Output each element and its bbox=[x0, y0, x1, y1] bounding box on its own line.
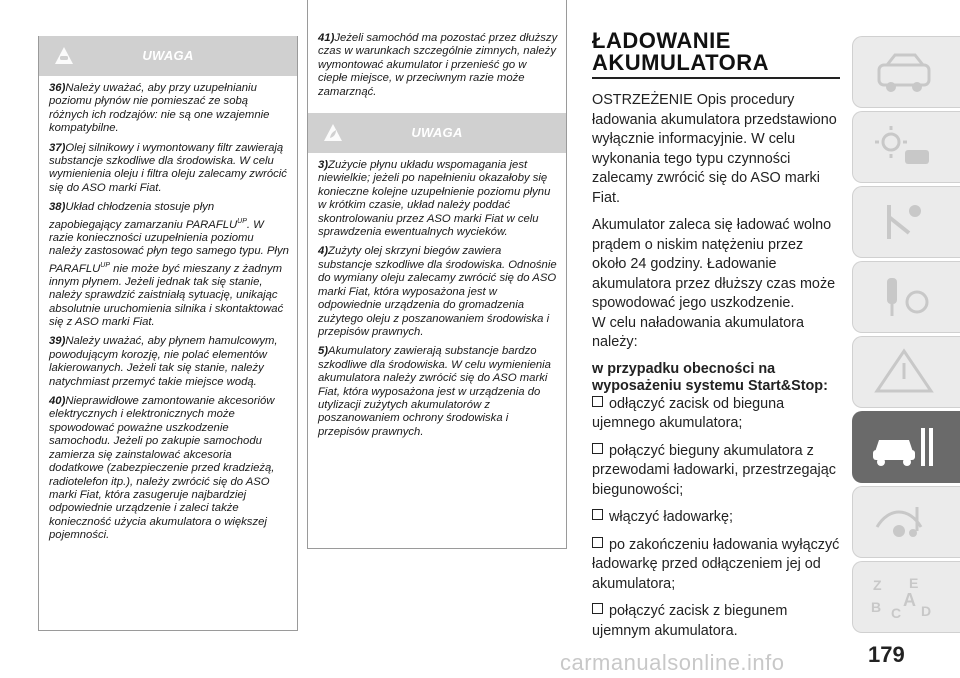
battery-charging-section bbox=[592, 30, 840, 649]
step-3: włączyć ładowarkę; bbox=[592, 508, 840, 528]
checkbox-icon bbox=[592, 603, 603, 614]
car-key-icon bbox=[869, 272, 939, 322]
tab-maintenance[interactable] bbox=[852, 411, 960, 483]
note-3: 3)Zużycie płynu układu wspomagania jest niewielkie; jeżeli po napełnieniu okazałoby się konieczne kolejne uzupełnienie poziomu płynu w krótkim czasie, układ należy poddać skontrolowaniu przez ASO marki Fiat w celu sprawdzenia ewentualnych wycieków. bbox=[318, 159, 551, 239]
note-40: 40)Nieprawidłowe zamontowanie akcesoriów elektrycznych i elektronicznych może spowodować poważne uszkodzenie samochodu. Jeżeli po zakupie samochodu zamierza się zainstalować akcesoria dodatkowe (zabezpieczenie przed kradzieżą, radiotelefon itp.), należy zwrócić się do ASO marki Fiat, która zasugeruje najbardziej odpowiednie urządzenie i zaleci także konieczność użycia akumulatora o większej pojemności. bbox=[49, 395, 275, 542]
svg-text:C: C bbox=[891, 605, 902, 621]
note-39: 39)Należy uważać, aby płynem hamulcowym, powodującym korozję, nie polać elementów lakierowanych. Jeżeli tak się stanie, należy natychmiast przemyć takie miejsce wodą. bbox=[49, 335, 278, 388]
chapter-tabs bbox=[852, 36, 960, 636]
watermark: carmanualsonline.info bbox=[560, 650, 785, 675]
section-heading: ŁADOWANIE AKUMULATORA bbox=[592, 28, 769, 75]
car-service-icon bbox=[869, 422, 939, 472]
index-letters-icon bbox=[869, 572, 939, 622]
svg-text:A: A bbox=[903, 590, 916, 610]
note-41-text bbox=[308, 0, 566, 99]
car-dashboard-icon bbox=[869, 47, 939, 97]
subheading-start-stop: w przypadku obecności na wyposażeniu systemu Start&Stop: bbox=[592, 360, 828, 394]
checkbox-icon bbox=[592, 537, 603, 548]
tab-safety[interactable] bbox=[852, 186, 960, 258]
note-41: 41)Jeżeli samochód ma pozostać przez dłuższy czas w warunkach szczególnie zimnych, należy wymontować akumulator i przenieść go w ciepłe miejsce, w przeciwnym razie może zamarznąć. bbox=[318, 32, 558, 98]
checkbox-icon bbox=[592, 396, 603, 407]
multimedia-icon bbox=[869, 497, 939, 547]
svg-text:Z: Z bbox=[873, 577, 882, 593]
note-36: 36)Należy uważać, aby przy uzupełnianiu poziomu płynów nie pomieszać ze sobą różnych ich rodzajów: nie są one wzajemnie kompatybilne. bbox=[49, 82, 270, 135]
note-5: 5)Akumulatory zawierają substancje bardzo szkodliwe dla środowiska. W celu wymienienia akumulatora należy zwrócić się do ASO marki Fiat, która wyposażona jest w urządzenia do utylizacji zużytych akumulatorów z poszanowaniem ochrony środowiska i przepisów prawnych. bbox=[318, 345, 551, 438]
tab-index[interactable] bbox=[852, 561, 960, 633]
tab-warning-lights[interactable] bbox=[852, 111, 960, 183]
warning-box-left bbox=[38, 36, 298, 631]
svg-text:B: B bbox=[871, 599, 882, 615]
step-1: odłączyć zacisk od bieguna ujemnego akumulatora; bbox=[592, 395, 785, 431]
checkbox-icon bbox=[592, 509, 603, 520]
tab-car-dashboard[interactable] bbox=[852, 36, 960, 108]
note-4: 4)Zużyty olej skrzyni biegów zawiera substancje szkodliwe dla środowiska. Odnośnie do wymiany oleju zalecamy zwrócić się do ASO marki Fiat, która wyposażona jest w odpowiednie urządzenia do gromadzenia zużytego oleju z poszanowaniem środowiska i przepisów prawnych. bbox=[318, 245, 557, 338]
paragraph-steps-intro: W celu naładowania akumulatora należy: bbox=[592, 314, 804, 350]
note-38: 38)Układ chłodzenia stosuje płyn zapobiegający zamarzaniu $PARAFLU^{UP}$. W razie konieczności uzupełnienia poziomu należy zastosować płyn tego samego typu. Płyn $PARAFLU^{UP}$ nie może być mieszany z żadnym innym płynem. Jeżeli jednak tak się stanie, należy sprawdzić zaistniałą sytuację, unikając absolutnie uruchomienia silnika i skontaktować się z ASO marki Fiat. bbox=[49, 201, 289, 329]
svg-text:E: E bbox=[909, 575, 919, 591]
page-number: 179 bbox=[868, 642, 905, 667]
svg-text:D: D bbox=[921, 603, 932, 619]
environment-text bbox=[308, 153, 566, 439]
warning-lights-icon bbox=[869, 122, 939, 172]
note-37: 37)Olej silnikowy i wymontowany filtr zawierają substancje szkodliwe dla środowiska. W celu wymienienia oleju i filtra oleju zalecamy zwrócić się do ASO marki Fiat. bbox=[49, 141, 287, 194]
paragraph-charging: Akumulator zaleca się ładować wolno prądem o niskim natężeniu przez około 24 godziny. Ładowanie akumulatora przez dłuższy czas może spowodować jego uszkodzenie. bbox=[592, 217, 836, 311]
paragraph-warning: OSTRZEŻENIE Opis procedury ładowania akumulatora przedstawiono wyłącznie informacyjnie. W celu wykonania tego typu czynności zalecamy zwrócić się do ASO marki Fiat. bbox=[592, 92, 837, 206]
tab-emergency[interactable] bbox=[852, 336, 960, 408]
checkbox-icon bbox=[592, 443, 603, 454]
environment-title: UWAGA bbox=[411, 125, 463, 141]
warning-box-middle bbox=[307, 0, 567, 549]
section-body bbox=[592, 91, 840, 641]
tab-multimedia[interactable] bbox=[852, 486, 960, 558]
emergency-triangle-icon bbox=[869, 347, 939, 397]
warning-header bbox=[39, 36, 297, 76]
step-5: połączyć zacisk z biegunem ujemnym akumulatora. bbox=[592, 603, 788, 639]
heading-rule bbox=[592, 77, 840, 79]
tab-starting[interactable] bbox=[852, 261, 960, 333]
warning-text bbox=[39, 76, 297, 543]
seat-belt-icon bbox=[869, 197, 939, 247]
step-2: połączyć bieguny akumulatora z przewodami ładowarki, przestrzegając biegunowości; bbox=[592, 442, 836, 498]
warning-title: UWAGA bbox=[142, 48, 194, 63]
environment-header bbox=[308, 113, 566, 153]
step-4: po zakończeniu ładowania wyłączyć ładowarkę przed odłączeniem jej od akumulatora; bbox=[592, 536, 840, 592]
